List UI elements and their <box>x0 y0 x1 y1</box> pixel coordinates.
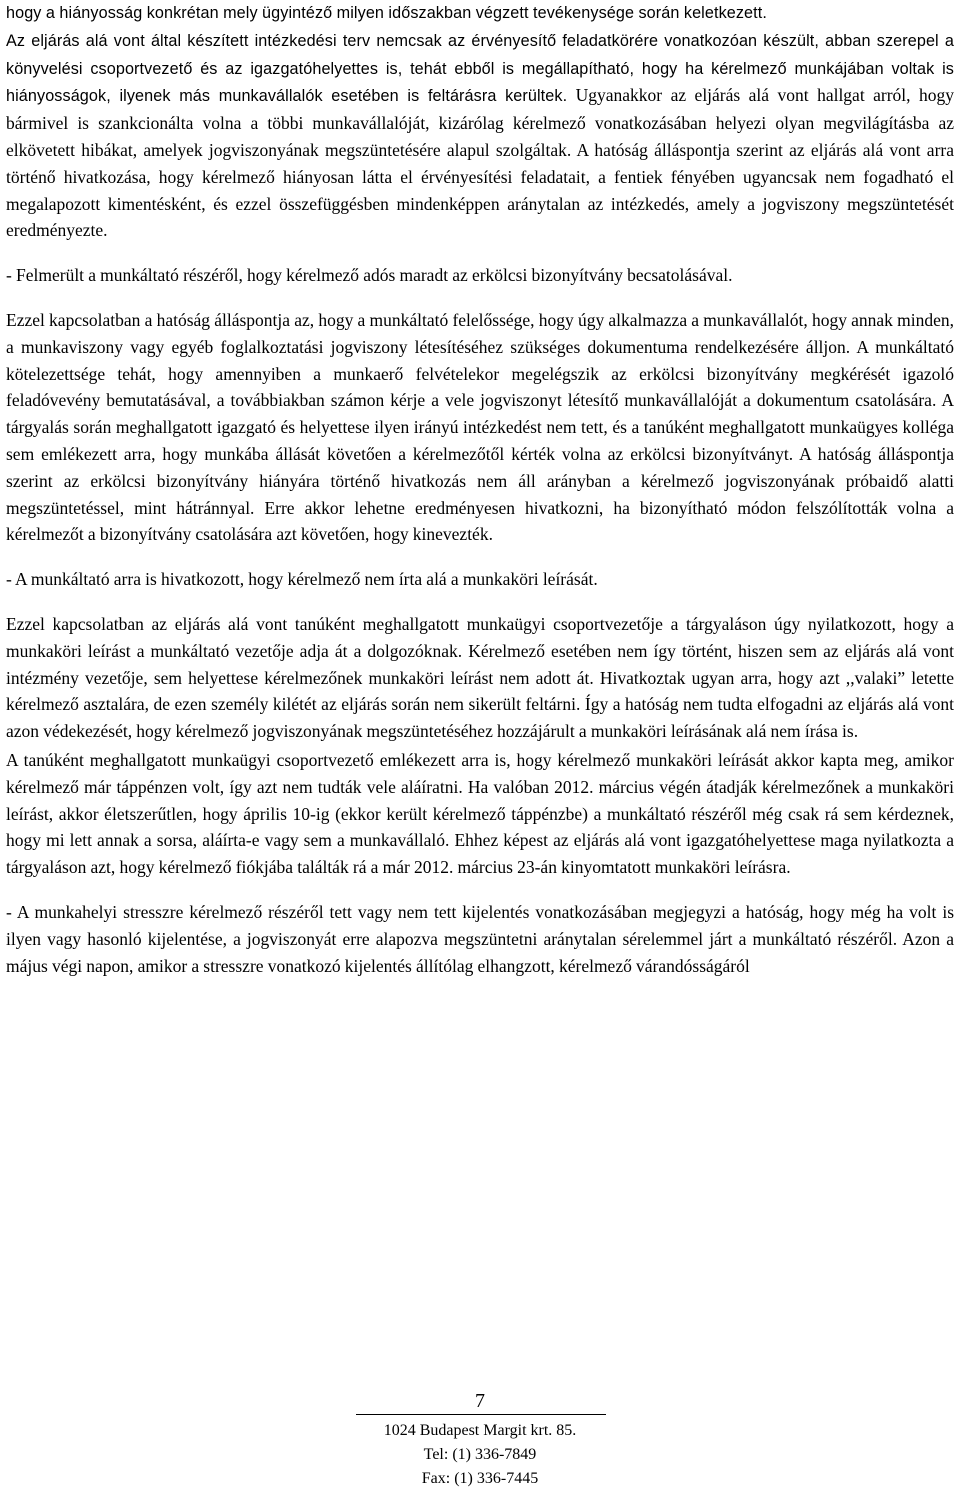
paragraph-3: - Felmerült a munkáltató részéről, hogy kérelmező adós maradt az erkölcsi bizonyítvány becsatolásával. <box>6 265 733 286</box>
paragraph-8: - A munkahelyi stresszre kérelmező részéről tett vagy nem tett kijelentés vonatkozásában megjegyzi a hatóság, hogy még ha volt is ilyen vagy hasonló kijelentése, a jogviszonyát erre alapozva megszüntetni aránytalan sérelemmel járt a munkáltató részéről. Azon a május végi napon, amikor a stresszre vonatkozó kijelentés állítólag elhangzott, kérelmező várandósságáról <box>6 901 954 976</box>
paragraph-1: hogy a hiányosság konkrétan mely ügyintéző milyen időszakban végzett tevékenysége során keletkezett. <box>6 4 767 22</box>
paragraph-5: - A munkáltató arra is hivatkozott, hogy kérelmező nem írta alá a munkaköri leírását. <box>6 569 598 590</box>
footer-address: 1024 Budapest Margit krt. 85. <box>383 1422 577 1439</box>
footer <box>0 1419 960 1491</box>
paragraph-4: Ezzel kapcsolatban a hatóság álláspontja az, hogy a munkáltató felelőssége, hogy úgy alkalmazza a munkavállalót, hogy annak minden, a munkaviszony vagy egyéb foglalkoztatási jogviszony létesítéséhez szükséges dokumentuma rendelkezésére álljon. A munkáltató kötelezettsége tehát, hogy amennyiben a munkaerő felvételekor megelégszik az erkölcsi bizonyítvány megkérését igazoló feladóvevény bemutatásával, a továbbiakban számon kérje a vele jogviszonyt létesítő munkavállalóját a dokumentum csatolására. A tárgyalás során meghallgatott igazgató és helyettese ilyen irányú intézkedést nem tett, és a tanúként meghallgatott munkaügyes kolléga sem emlékezett arra, hogy munkába állását követően a kérelmezőtől kérték volna az erkölcsi bizonyítványt. A hatóság álláspontja szerint az erkölcsi bizonyítvány hiányára történő hivatkozás nem áll arányban a kérelmező jogviszonyának próbaidő alatti megszüntetéssel, mint hátránnyal. Erre akkor lehetne eredményesen hivatkozni, ha bizonyítható módon felszólították volna a kérelmezőt a bizonyítvány csatolására azt követően, hogy kinevezték. <box>6 309 954 545</box>
paragraph-2 <box>6 27 954 244</box>
footer-divider <box>356 1414 606 1415</box>
document-page <box>6 0 954 979</box>
page-number: 7 <box>475 1390 485 1412</box>
footer-fax: Fax: (1) 336-7445 <box>421 1470 539 1487</box>
paragraph-2-sans-part: Az eljárás alá vont által készített intézkedési terv nemcsak az érvényesítő feladatkörére vonatkozóan készült, abban szerepel a könyvelési csoportvezető és az igazgatóhelyettes is, tehát ebből is megállapítható, hogy ha kérelmező munkájában voltak is hiányosságok, ilyenek más munkavállalók esetében is feltárásra kerültek. <box>6 31 954 106</box>
paragraph-2-serif-part: Ugyanakkor az eljárás alá vont hallgat arról, hogy bármivel is szankcionálta volna a többi munkavállalóját, kizárólag kérelmező vonatkozásában helyezi olyan megvilágításba az elkövetett hibákat, amelyek jogviszonyának megszüntetésére alapul szolgáltak. A hatóság álláspontja szerint az eljárás alá vont arra történő hivatkozása, hogy kérelmező hiányosan látta el érvényesítési feladatait, a fentiek fényében ugyancsak nem fogadható el megalapozott kimentésként, és ezzel összefüggésben mindenképpen aránytalan az intézkedés, amely a jogviszony megszüntetését eredményezte. <box>6 85 954 241</box>
paragraph-6: Ezzel kapcsolatban az eljárás alá vont tanúként meghallgatott munkaügyi csoportvezetője a tárgyaláson úgy nyilatkozott, hogy a munkaköri leírást a munkáltató vezetője adja át a dolgozóknak. Kérelmező esetében nem így történt, hiszen sem az eljárás alá vont intézmény vezetője, sem helyettese kérelmezőnek munkaköri leírást nem adott át. Hivatkoztak ugyan arra, hogy azt ,,valaki” letette kérelmező asztalára, de ezen személy kilétét az eljárás során nem sikerült feltárni. Így a hatóság nem tudta elfogadni az eljárás alá vont azon védekezését, hogy kérelmező jogviszonyának megszüntetéséhez hozzájárult a munkaköri leírásának alá nem írása is. <box>6 613 954 742</box>
footer-tel: Tel: (1) 336-7849 <box>423 1446 537 1463</box>
paragraph-7: A tanúként meghallgatott munkaügyi csoportvezető emlékezett arra is, hogy kérelmező munkaköri leírását akkor kapta meg, amikor kérelmező már táppénzen volt, így azt nem tudták vele aláíratni. Ha valóban 2012. március végén átadják kérelmezőnek a munkaköri leírást, akkor életszerűtlen, hogy április 10-ig (ekkor került kérelmező táppénzbe) a munkáltató részéről még csak rá sem kérdeznek, hogy mi lett annak a sorsa, aláírta-e vagy sem a munkavállaló. Ehhez képest az eljárás alá vont igazgatóhelyettese maga nyilatkozta a tárgyaláson azt, hogy kérelmező fiókjába találták rá a már 2012. március 23-án kinyomtatott munkaköri leírásra. <box>6 749 954 878</box>
